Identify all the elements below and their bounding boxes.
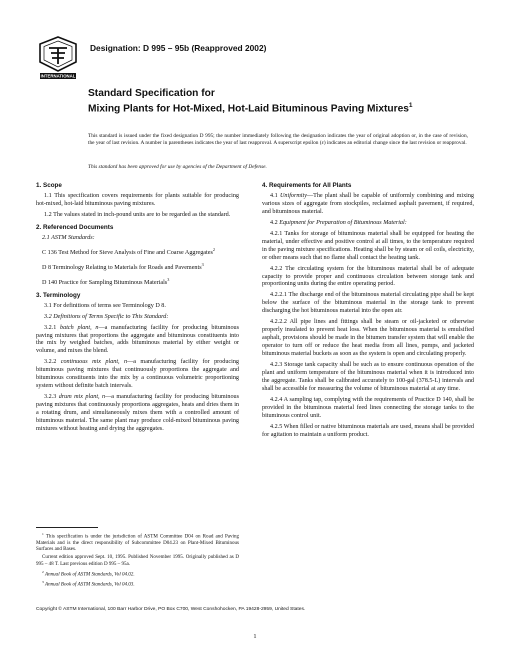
- footnotes: [36, 531, 239, 590]
- paragraph-4-2-2: 4.2.2 The circulating system for the bituminous material shall be of adequate capacity to provide proper and continuous circulation between storage tank and proportioning units during the entire operating period.: [262, 265, 474, 288]
- definition-text: —a manufacturing facility for producing bituminous paving mixtures that continuously proportions aggregates, heats and dries them in a rotating drum, and simultaneously mixes them with a controlled amount of bituminous material. The same plant may produce cold-mixed bituminous paving mixtures without heating and drying the aggregates.: [36, 394, 239, 433]
- clause-text: —The plant shall be capable of uniformly combining and mixing various sizes of aggregate from stockpiles, reclaimed asphalt pavement, if required, and bituminous material.: [262, 192, 474, 215]
- footnote-1-edition: Current edition approved Sept. 10, 1995. Published November 1995. Originally published as D 995 – 48 T. Last previous edition D 995 – 95a.: [36, 554, 239, 567]
- footnote-mark: 2: [42, 569, 44, 574]
- paragraph-4-2-1: 4.2.1 Tanks for storage of bituminous material shall be equipped for heating the material, under effective and positive control at all times, to the temperature required in the paving mixture specifications. Heating shall be by steam or oil coils, electricity, or other means such that no flame shall contact the heating tank.: [262, 230, 474, 261]
- clause-number: 3.2.2: [44, 359, 57, 366]
- defined-term: batch plant, n: [60, 324, 99, 331]
- defined-term: drum mix plant, n: [58, 394, 106, 401]
- astm-logo-icon: [38, 36, 78, 80]
- logo-text: INTERNATIONAL: [40, 73, 76, 79]
- definition-batch-plant: [36, 325, 239, 357]
- footnote-mark: 3: [167, 276, 170, 282]
- footnote-1: [36, 531, 239, 553]
- footnote-3: [36, 579, 239, 588]
- astm-standards-subheading: 2.1 ASTM Standards:: [42, 234, 95, 241]
- reference-text: C 136 Test Method for Sieve Analysis of Fine and Coarse Aggregates: [42, 249, 213, 256]
- footnote-mark: 2: [212, 246, 215, 252]
- footnote-2: [36, 569, 239, 578]
- definition-drum-mix-plant: [36, 394, 239, 434]
- section-heading-requirements: 4. Requirements for All Plants: [262, 182, 352, 189]
- paragraph-3-1: 3.1 For definitions of terms see Terminology D 8.: [44, 302, 166, 309]
- clause-number: 3.2.1: [44, 324, 57, 331]
- footnote-text: Annual Book of ASTM Standards, Vol 04.02.: [45, 571, 135, 578]
- reference-text: D 8 Terminology Relating to Materials for Roads and Pavements: [42, 264, 202, 271]
- definition-text: —a manufacturing facility for producing bituminous paving mixtures that proportions the aggregate and bituminous constituents into the mix by weighed batches, adds bituminous material by either weight or volume, and mixes the blend.: [36, 324, 239, 355]
- page-number: 1: [253, 633, 257, 640]
- footnote-mark: 3: [42, 580, 44, 585]
- paragraph-4-1: [262, 193, 474, 217]
- paragraph-4-2-3: 4.2.3 Storage tank capacity shall be such as to ensure continuous operation of the plant and uniform temperature of the bituminous material when it is introduced into the aggregate. Tanks shall be calibrated accurately to 100-gal (378.5-L) intervals and shall be accessible for measuring the volume of bituminous material at any time.: [262, 362, 474, 392]
- reference-d8: [36, 261, 239, 273]
- left-column: [36, 182, 239, 437]
- section-heading-scope: 1. Scope: [36, 182, 62, 189]
- clause-term: Uniformity: [280, 192, 307, 199]
- footnote-text: This specification is under the jurisdiction of ASTM Committee D04 on Road and Paving Materials and is the direct responsibility of Subcommittee D04.23 on Plant-Mixed Bituminous Surfaces and Bases.: [36, 533, 239, 553]
- defined-term: continuous mix plant, n: [60, 359, 128, 366]
- footnote-divider: [36, 527, 98, 528]
- paragraph-4-2-2-2: 4.2.2.2 All pipe lines and fittings shall be steam or oil-jacketed or otherwise properly insulated to prevent heat loss. When the bituminous material is emulsified asphalt, provisions should be made in the bitumen transfer system that will enable the operator to turn off or reduce the heat media from all lines, pumps, and jacketed bituminous material buckets as soon as the system is open and circulating properly.: [262, 319, 474, 358]
- right-column: [262, 182, 474, 443]
- paragraph-4-2-2-1: 4.2.2.1 The discharge end of the bituminous material circulating pipe shall be kept below the surface of the bituminous material in the storage tank to prevent discharging the hot bituminous material into the open air.: [262, 292, 474, 315]
- reference-d140: [36, 276, 239, 288]
- copyright-notice: Copyright © ASTM International, 100 Barr Harbor Drive, PO Box C700, West Conshohocken, PA 19428-2959, United States.: [36, 607, 306, 612]
- footnote-text: Annual Book of ASTM Standards, Vol 04.03.: [45, 581, 135, 588]
- paragraph-3-2: 3.2 Definitions of Terms Specific to This Standard:: [44, 313, 169, 320]
- title-line-1: Standard Specification for: [88, 88, 215, 99]
- reference-c136: [36, 246, 239, 258]
- document-title: [88, 88, 458, 116]
- paragraph-1-2: 1.2 The values stated in inch-pound units are to be regarded as the standard.: [44, 211, 231, 218]
- title-footnote-mark: 1: [408, 102, 413, 110]
- footnote-mark: 1: [42, 532, 44, 536]
- definition-text: —a manufacturing facility for producing bituminous paving mixtures that continuously proportions the aggregate and bituminous constituents into the mix by a continuous volumetric proportioning system without definite batch intervals.: [36, 359, 239, 390]
- footnote-mark: 3: [201, 261, 204, 267]
- reference-text: D 140 Practice for Sampling Bituminous Materials: [42, 279, 168, 286]
- dod-approval-note: This standard has been approved for use by agencies of the Department of Defense.: [88, 164, 267, 170]
- designation: Designation: D 995 – 95b (Reapproved 2002): [90, 43, 267, 53]
- paragraph-4-2: [262, 220, 474, 228]
- clause-term: Equipment for Preparation of Bituminous Material:: [279, 219, 407, 226]
- paragraph-4-2-5: 4.2.5 When filled or native bituminous materials are used, means shall be provided for agitation to maintain a uniform product.: [262, 423, 474, 438]
- section-heading-referenced-documents: 2. Referenced Documents: [36, 223, 114, 231]
- definition-continuous-mix-plant: [36, 359, 239, 391]
- paragraph-4-2-4: 4.2.4 A sampling tap, complying with the requirements of Practice D 140, shall be provided in the bituminous material feed lines connecting the storage tanks to the bituminous control unit.: [262, 396, 474, 419]
- paragraph-1-1: 1.1 This specification covers requirements for plants suitable for producing hot-mixed, hot-laid bituminous paving mixtures.: [36, 192, 239, 207]
- clause-number: 4.2: [270, 219, 278, 226]
- clause-number: 3.2.3: [44, 394, 57, 401]
- issuance-notice: This standard is issued under the fixed designation D 995; the number immediately following the designation indicates the year of original adoption or, in the case of revision, the year of last revision. A number in parentheses indicates the year of last reapproval. A superscript epsilon (ε) indicates an editorial change since the last revision or reapproval.: [88, 133, 468, 147]
- title-line-2: [88, 100, 458, 116]
- clause-number: 4.1: [270, 192, 278, 199]
- title-text: Mixing Plants for Hot-Mixed, Hot-Laid Bituminous Paving Mixtures: [88, 103, 409, 115]
- section-heading-terminology: 3. Terminology: [36, 291, 81, 299]
